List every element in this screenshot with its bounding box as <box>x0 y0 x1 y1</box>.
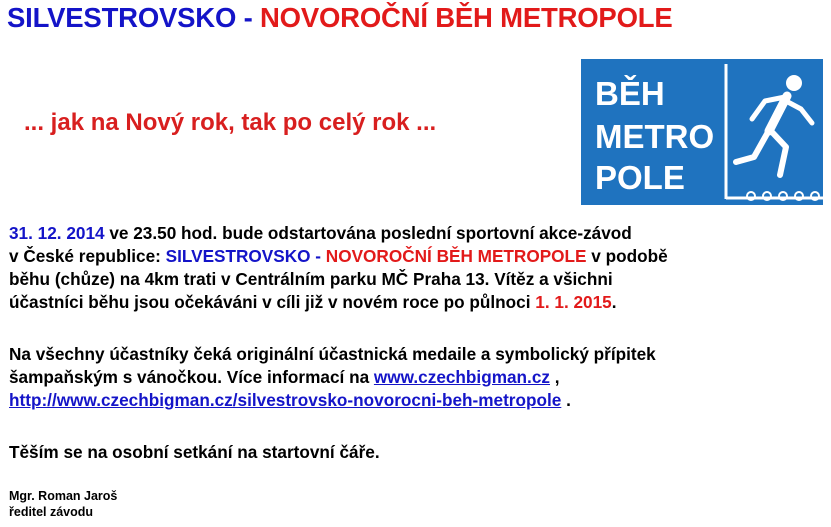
czechbigman-link[interactable]: www.czechbigman.cz <box>373 367 550 387</box>
p1-text-5: účastníci běhu jsou očekáváni v cíli již v novém roce po půlnoci <box>9 292 536 312</box>
slogan: ... jak na Nový rok, tak po celý rok ... <box>24 109 437 136</box>
p1-text-1: ve 23.50 hod. bude odstartována poslední sportovní akce-závod <box>104 223 632 243</box>
logo-line-2: METRO <box>595 118 715 155</box>
event-page-link[interactable]: http://www.czechbigman.cz/silvestrovsko-novorocni-beh-metropole <box>9 390 562 410</box>
title-part-blue: SILVESTROVSKO - <box>7 2 260 33</box>
beh-metropole-logo <box>581 59 823 205</box>
logo-line-3: POLE <box>595 159 685 196</box>
info-paragraph <box>9 343 656 412</box>
p1-line-4 <box>9 291 668 314</box>
p2-line-3 <box>9 389 656 412</box>
signature-name: Mgr. Roman Jaroš <box>9 489 118 503</box>
title-part-red: NOVOROČNÍ BĚH METROPOLE <box>260 2 673 33</box>
p2-text-4: . <box>561 390 571 410</box>
signature-role: ředitel závodu <box>9 505 94 519</box>
p2-line-1: Na všechny účastníky čeká originální účastnická medaile a symbolický přípitek <box>9 344 656 364</box>
signature <box>9 488 117 520</box>
announcement-paragraph <box>9 222 668 314</box>
runner-icon <box>581 59 823 205</box>
p1-line-2 <box>9 245 668 268</box>
p2-text-2: šampaňským s vánočkou. Více informací na <box>9 367 374 387</box>
p2-text-3: , <box>549 367 560 387</box>
new-year-date: 1. 1. 2015 <box>535 292 612 312</box>
logo-line-1: BĚH <box>595 75 665 112</box>
p1-text-6: . <box>611 292 617 312</box>
closing-line: Těším se na osobní setkání na startovní čáře. <box>9 442 380 462</box>
event-name-red: NOVOROČNÍ BĚH METROPOLE <box>325 246 587 266</box>
p1-text-3: v podobě <box>586 246 668 266</box>
p1-line-1 <box>9 222 668 245</box>
p1-line-3: běhu (chůze) na 4km trati v Centrálním parku MČ Praha 13. Vítěz a všichni <box>9 269 613 289</box>
p2-line-2 <box>9 366 656 389</box>
event-name-blue: SILVESTROVSKO - <box>165 246 326 266</box>
event-date: 31. 12. 2014 <box>9 223 105 243</box>
p1-text-2: v České republice: <box>9 246 166 266</box>
page-title <box>7 2 673 34</box>
